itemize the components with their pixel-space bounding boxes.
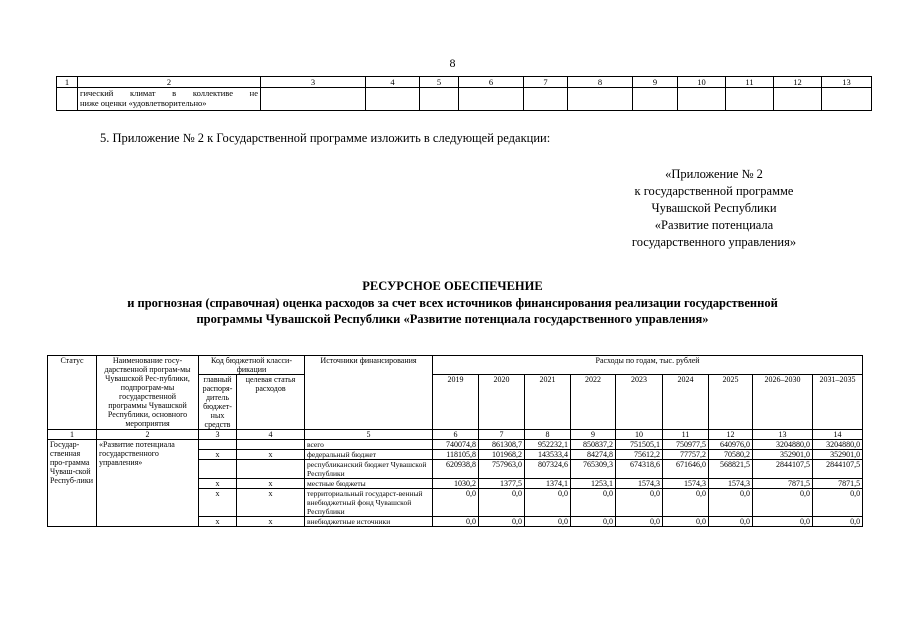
expense-value-cell: 0,0 <box>525 489 571 517</box>
expense-value-cell: 70580,2 <box>709 450 753 460</box>
resource-table <box>47 355 863 527</box>
appendix-line-4: «Развитие потенциала <box>654 218 774 232</box>
appendix-line-2: к государственной программе <box>634 184 794 198</box>
appendix-line-5: государственного управления» <box>631 235 797 249</box>
code-target-article-cell: x <box>237 450 305 460</box>
hdr-year-2025: 2025 <box>709 375 753 430</box>
hdr-year-2022: 2022 <box>571 375 616 430</box>
expense-value-cell: 861308,7 <box>479 440 525 450</box>
expense-value-cell: 352901,0 <box>813 450 863 460</box>
hdr-year-2023: 2023 <box>616 375 663 430</box>
code-chief-manager-cell <box>199 440 237 450</box>
expense-value-cell: 1377,5 <box>479 479 525 489</box>
status-cell: Государ-ственная про-грамма Чуваш-ской Респуб-лики <box>48 440 97 527</box>
code-chief-manager-cell: x <box>199 450 237 460</box>
expense-value-cell: 757963,0 <box>479 460 525 479</box>
expense-value-cell: 751505,1 <box>616 440 663 450</box>
hdr-sources: Источники финансирования <box>305 356 433 430</box>
funding-source-cell: территориальный государст-венный внебюджетный фонд Чувашской Республики <box>305 489 433 517</box>
hdr-year-2019: 2019 <box>433 375 479 430</box>
appendix-line-3: Чувашской Республики <box>651 201 777 215</box>
expense-value-cell: 850837,2 <box>571 440 616 450</box>
top-col-12: 12 <box>774 77 822 88</box>
expense-value-cell: 84274,8 <box>571 450 616 460</box>
expense-value-cell: 674318,6 <box>616 460 663 479</box>
hdr-budget-code: Код бюджетной класси-фикации <box>199 356 305 375</box>
top-col-9: 9 <box>633 77 678 88</box>
top-col-3: 3 <box>261 77 366 88</box>
expense-value-cell: 1574,3 <box>663 479 709 489</box>
code-chief-manager-cell: x <box>199 479 237 489</box>
expense-value-cell: 0,0 <box>663 517 709 527</box>
expense-value-cell: 3204880,0 <box>753 440 813 450</box>
code-target-article-cell: x <box>237 489 305 517</box>
expense-value-cell: 0,0 <box>753 489 813 517</box>
expense-value-cell: 0,0 <box>616 489 663 517</box>
document-subtitle-line2: программы Чувашской Республики «Развитие потенциала государственного управления» <box>196 312 709 326</box>
expense-value-cell: 0,0 <box>479 517 525 527</box>
hdr-year-2021: 2021 <box>525 375 571 430</box>
funding-source-cell: местные бюджеты <box>305 479 433 489</box>
expense-value-cell: 0,0 <box>753 517 813 527</box>
expense-value-cell: 0,0 <box>813 489 863 517</box>
top-row-text <box>78 88 261 111</box>
appendix-line-1: «Приложение № 2 <box>665 167 763 181</box>
top-col-5: 5 <box>420 77 459 88</box>
funding-source-cell: федеральный бюджет <box>305 450 433 460</box>
code-chief-manager-cell: x <box>199 517 237 527</box>
num-1: 1 <box>48 430 97 440</box>
expense-value-cell: 352901,0 <box>753 450 813 460</box>
top-col-8: 8 <box>568 77 633 88</box>
expense-value-cell: 765309,3 <box>571 460 616 479</box>
top-col-13: 13 <box>822 77 872 88</box>
num-9: 9 <box>571 430 616 440</box>
table-row <box>48 440 863 450</box>
expense-value-cell: 0,0 <box>479 489 525 517</box>
expense-value-cell: 0,0 <box>433 517 479 527</box>
expense-value-cell: 7871,5 <box>753 479 813 489</box>
top-col-6: 6 <box>459 77 524 88</box>
expense-value-cell: 952232,1 <box>525 440 571 450</box>
expense-value-cell: 568821,5 <box>709 460 753 479</box>
hdr-year-2024: 2024 <box>663 375 709 430</box>
code-target-article-cell <box>237 440 305 450</box>
expense-value-cell: 620938,8 <box>433 460 479 479</box>
expense-value-cell: 0,0 <box>616 517 663 527</box>
hdr-name: Наименование госу-дарственной програм-мы Чувашской Рес-публики, подпрограм-мы государственной программы Чувашской Республики, основного мероприятия <box>97 356 199 430</box>
hdr-chief-manager: главный распоря-дитель бюджет-ных средств <box>199 375 237 430</box>
hdr-year-2020: 2020 <box>479 375 525 430</box>
expense-value-cell: 1030,2 <box>433 479 479 489</box>
num-13: 13 <box>753 430 813 440</box>
num-8: 8 <box>525 430 571 440</box>
expense-value-cell: 1574,3 <box>616 479 663 489</box>
num-2: 2 <box>97 430 199 440</box>
top-col-1: 1 <box>57 77 78 88</box>
num-14: 14 <box>813 430 863 440</box>
top-table <box>56 76 872 111</box>
num-4: 4 <box>237 430 305 440</box>
expense-value-cell: 2844107,5 <box>753 460 813 479</box>
top-col-2: 2 <box>78 77 261 88</box>
num-7: 7 <box>479 430 525 440</box>
expense-value-cell: 0,0 <box>433 489 479 517</box>
expense-value-cell: 101968,2 <box>479 450 525 460</box>
expense-value-cell: 2844107,5 <box>813 460 863 479</box>
program-name-cell: «Развитие потенциала государственного управления» <box>97 440 199 527</box>
expense-value-cell: 640976,0 <box>709 440 753 450</box>
expense-value-cell: 3204880,0 <box>813 440 863 450</box>
code-target-article-cell: x <box>237 479 305 489</box>
expense-value-cell: 740074,8 <box>433 440 479 450</box>
expense-value-cell: 75612,2 <box>616 450 663 460</box>
top-row-text-line1: гический климат в коллективе не <box>80 88 258 98</box>
expense-value-cell: 0,0 <box>663 489 709 517</box>
expense-value-cell: 0,0 <box>709 489 753 517</box>
code-chief-manager-cell <box>199 460 237 479</box>
num-12: 12 <box>709 430 753 440</box>
hdr-year-2026-2030: 2026–2030 <box>753 375 813 430</box>
item-5-text: 5. Приложение № 2 к Государственной программе изложить в следующей редакции: <box>100 131 551 145</box>
expense-value-cell: 1374,1 <box>525 479 571 489</box>
expense-value-cell: 0,0 <box>571 517 616 527</box>
top-row-text-line2: ниже оценки «удовлетворительно» <box>80 98 207 108</box>
expense-value-cell: 1253,1 <box>571 479 616 489</box>
page-number: 8 <box>449 56 456 70</box>
appendix-heading <box>610 166 818 251</box>
expense-value-cell: 671646,0 <box>663 460 709 479</box>
code-chief-manager-cell: x <box>199 489 237 517</box>
expense-value-cell: 77757,2 <box>663 450 709 460</box>
expense-value-cell: 7871,5 <box>813 479 863 489</box>
funding-source-cell: внебюджетные источники <box>305 517 433 527</box>
top-col-10: 10 <box>678 77 726 88</box>
expense-value-cell: 0,0 <box>709 517 753 527</box>
num-6: 6 <box>433 430 479 440</box>
num-11: 11 <box>663 430 709 440</box>
num-10: 10 <box>616 430 663 440</box>
hdr-expenses: Расходы по годам, тыс. рублей <box>433 356 863 375</box>
expense-value-cell: 0,0 <box>571 489 616 517</box>
code-target-article-cell: x <box>237 517 305 527</box>
funding-source-cell: республиканский бюджет Чувашской Республики <box>305 460 433 479</box>
expense-value-cell: 1574,3 <box>709 479 753 489</box>
top-col-11: 11 <box>726 77 774 88</box>
expense-value-cell: 143533,4 <box>525 450 571 460</box>
num-5: 5 <box>305 430 433 440</box>
expense-value-cell: 0,0 <box>813 517 863 527</box>
code-target-article-cell <box>237 460 305 479</box>
funding-source-cell: всего <box>305 440 433 450</box>
hdr-target-article: целевая статья расходов <box>237 375 305 430</box>
hdr-status: Статус <box>48 356 97 430</box>
expense-value-cell: 0,0 <box>525 517 571 527</box>
hdr-year-2031-2035: 2031–2035 <box>813 375 863 430</box>
expense-value-cell: 750977,5 <box>663 440 709 450</box>
top-col-4: 4 <box>366 77 420 88</box>
expense-value-cell: 807324,6 <box>525 460 571 479</box>
top-col-7: 7 <box>524 77 568 88</box>
document-subtitle-line1: и прогнозная (справочная) оценка расходов за счет всех источников финансирования реализации государственной <box>127 296 778 310</box>
num-3: 3 <box>199 430 237 440</box>
expense-value-cell: 118105,8 <box>433 450 479 460</box>
document-title: РЕСУРСНОЕ ОБЕСПЕЧЕНИЕ <box>362 279 543 293</box>
